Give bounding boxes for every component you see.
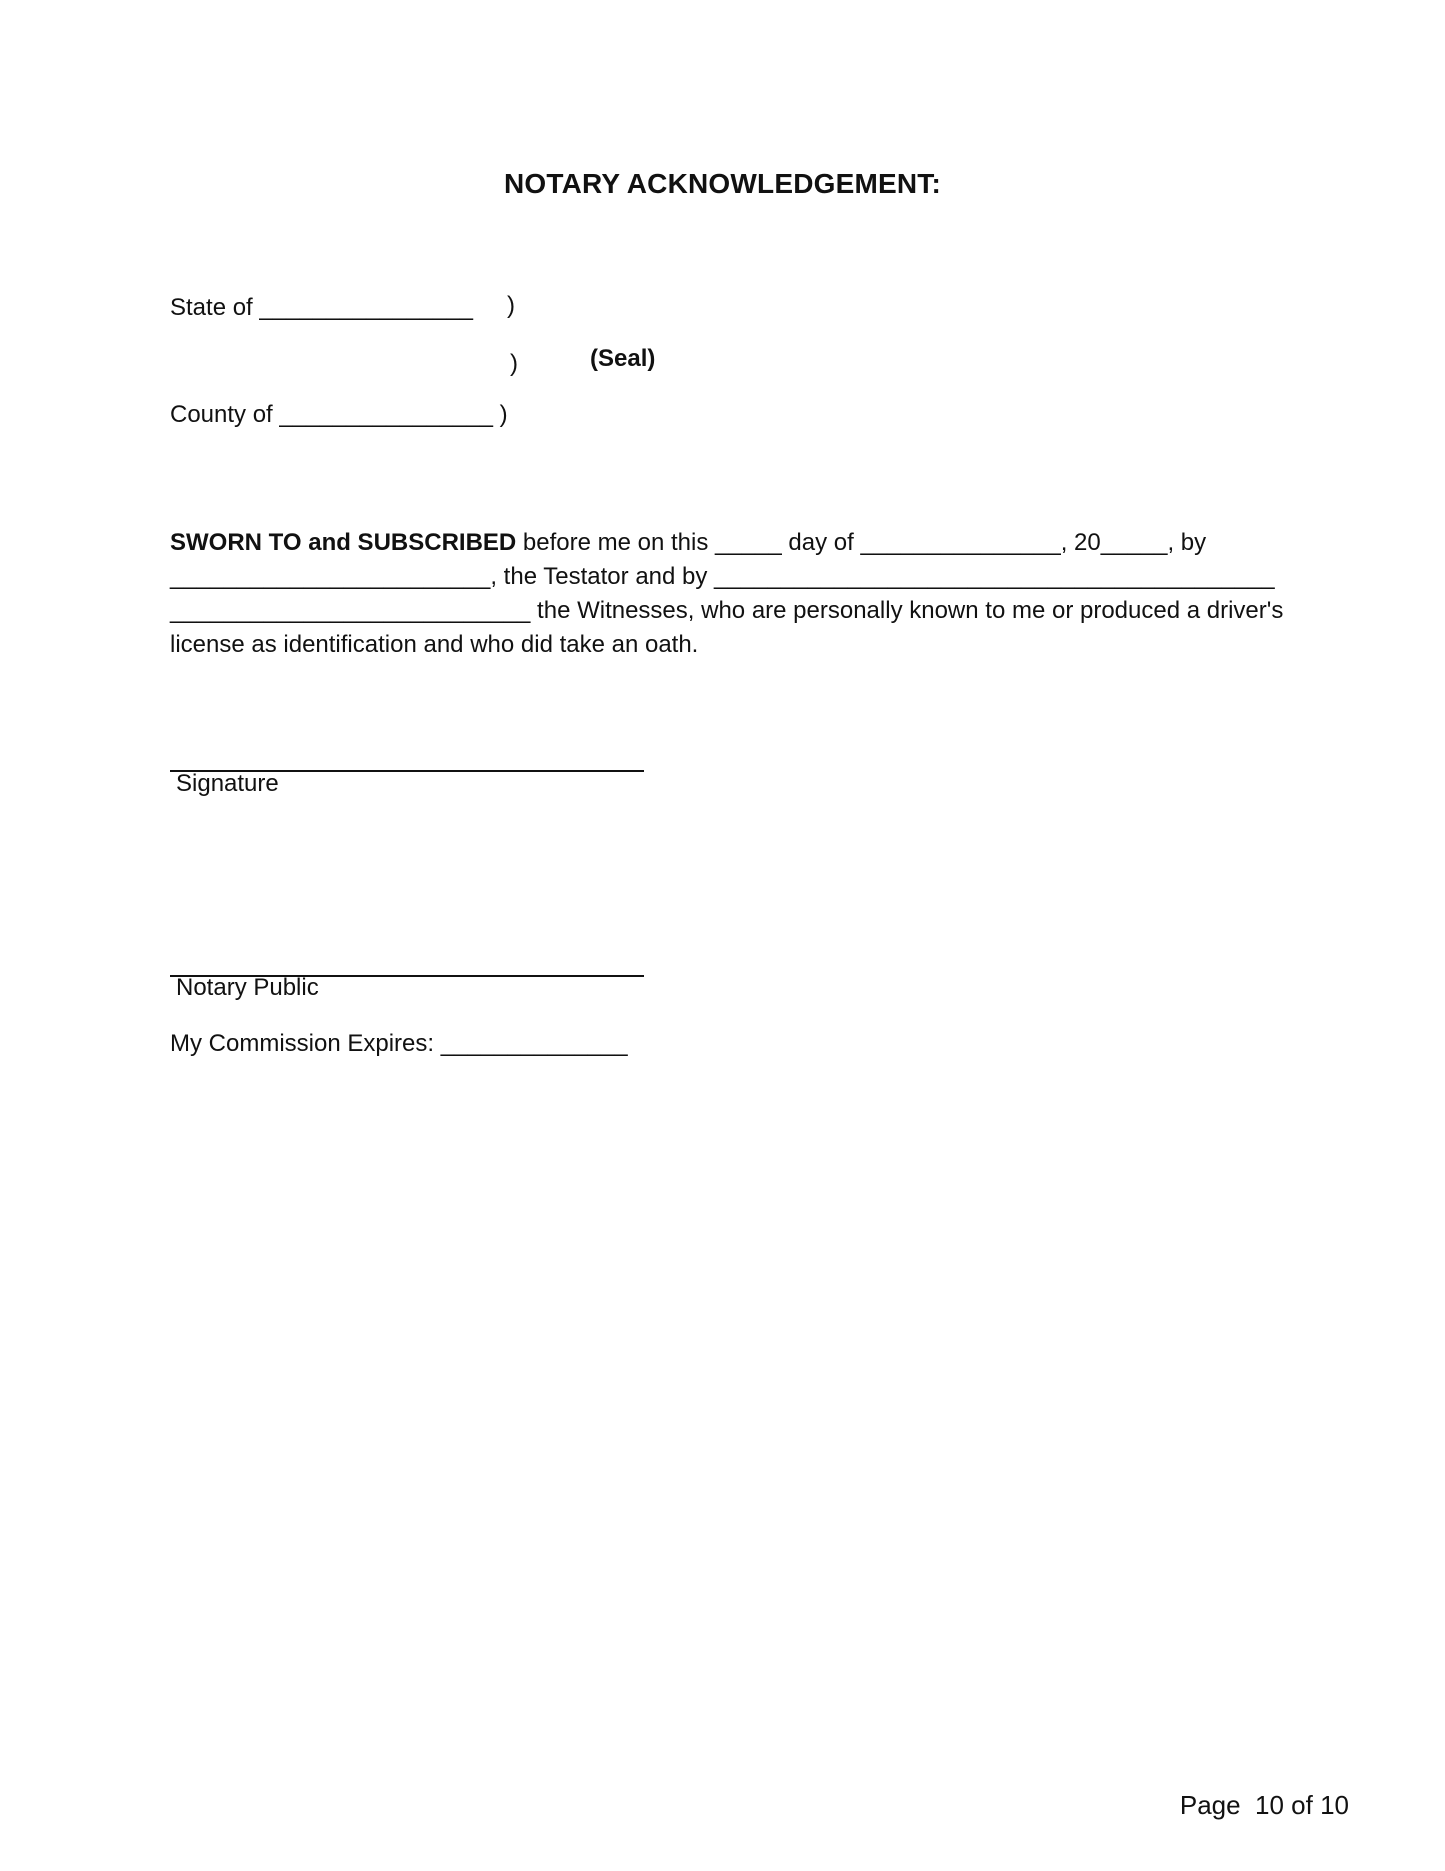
sworn-line-1-text: before me on this _____ day of _______________, 20_____, by: [516, 529, 1207, 556]
sworn-bold-lead: SWORN TO and SUBSCRIBED: [170, 529, 517, 556]
page-number: Page 10 of 10: [1179, 1790, 1349, 1820]
state-field: State of ________________: [170, 294, 473, 321]
page-title: NOTARY ACKNOWLEDGEMENT:: [503, 168, 942, 199]
seal-label: (Seal): [590, 345, 656, 372]
signature-label: Signature: [176, 770, 279, 797]
sworn-line-4: license as identification and who did take an oath.: [170, 631, 699, 658]
venue-paren: ): [507, 292, 515, 319]
sworn-paragraph: [170, 526, 1300, 662]
county-field: County of ________________ ): [170, 401, 508, 428]
commission-expires-field: My Commission Expires: ______________: [170, 1030, 628, 1057]
sworn-line-1: [170, 526, 1300, 560]
sworn-line-3: ___________________________ the Witnesses, who are personally known to me or produced a driver's: [170, 597, 1284, 624]
notary-label: Notary Public: [176, 974, 319, 1001]
sworn-line-2: ________________________, the Testator and by __________________________________________: [170, 563, 1275, 590]
venue-paren: ): [510, 350, 518, 377]
